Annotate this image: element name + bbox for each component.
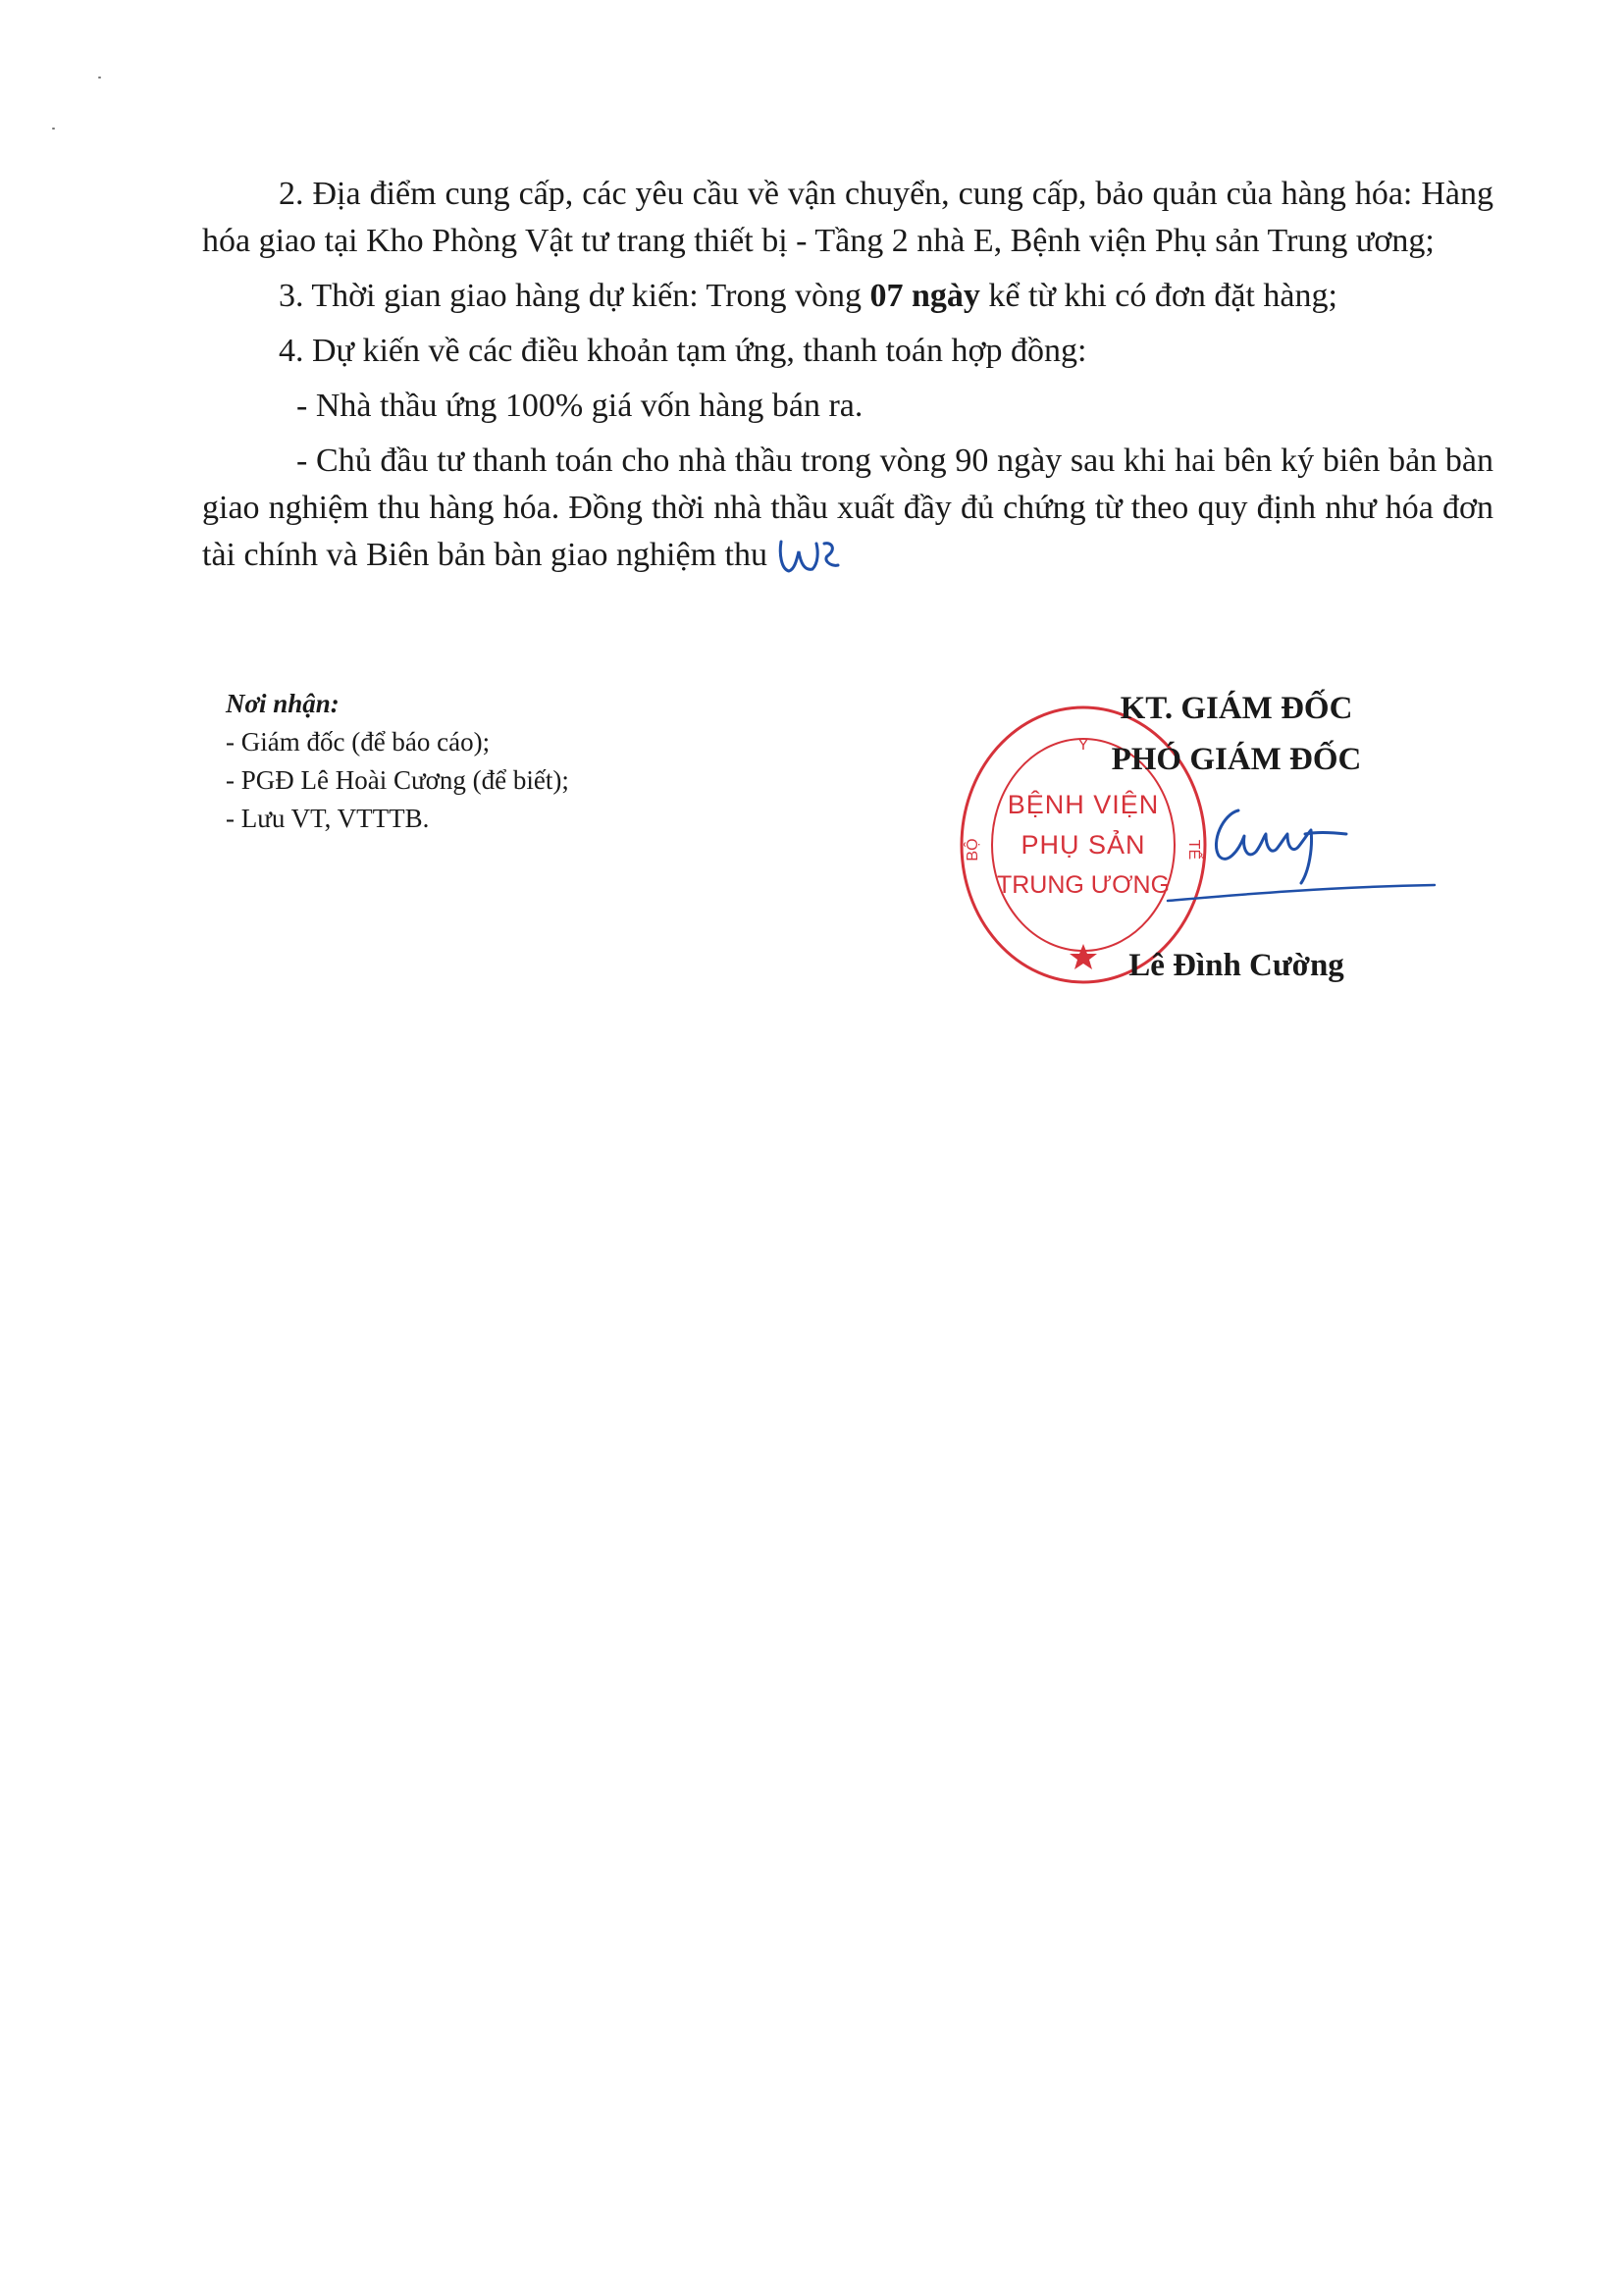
handwritten-signature xyxy=(1128,793,1442,930)
seal-left-text: BỘ xyxy=(965,838,981,861)
seal-top-text: Y xyxy=(1077,737,1089,754)
paragraph-advance: - Nhà thầu ứng 100% giá vốn hàng bán ra. xyxy=(296,388,864,424)
paragraph-delivery-time xyxy=(202,273,1493,320)
payment-text: - Chủ đầu tư thanh toán cho nhà thầu trong vòng 90 ngày sau khi hai bên ký biên bản bàn giao nghiệm thu hàng hóa. Đồng thời nhà thầu xuất đầy đủ chứng từ theo quy định như hóa đơn tài chính và Biên bản bàn giao nghiệm thu xyxy=(202,443,1493,573)
seal-line-1: BỆNH VIỆN xyxy=(1007,790,1160,819)
paragraph-payment xyxy=(202,438,1493,579)
document-body xyxy=(202,171,1493,587)
signature-title-2: PHÓ GIÁM ĐỐC xyxy=(1111,742,1362,777)
recipients-block xyxy=(226,685,569,838)
recipient-item: - Lưu VT, VTTTB. xyxy=(226,804,430,833)
signature-title-1: KT. GIÁM ĐỐC xyxy=(1120,691,1353,726)
recipient-item: - PGĐ Lê Hoài Cương (để biết); xyxy=(226,765,569,795)
signer-name: Lê Đình Cường xyxy=(1128,948,1344,983)
seal-line-2: PHỤ SẢN xyxy=(1021,830,1146,860)
initials-mark xyxy=(775,534,844,579)
recipient-item: - Giám đốc (để báo cáo); xyxy=(226,727,491,757)
paragraph-payment-terms: 4. Dự kiến về các điều khoản tạm ứng, thanh toán hợp đồng: xyxy=(279,333,1087,369)
paragraph-delivery-location: 2. Địa điểm cung cấp, các yêu cầu về vận chuyển, cung cấp, bảo quản của hàng hóa: Hàng hóa giao tại Kho Phòng Vật tư trang thiết bị - Tầng 2 nhà E, Bệnh viện Phụ sản Trung ương; xyxy=(202,176,1493,259)
scan-speck xyxy=(98,77,101,78)
scan-speck xyxy=(52,128,55,130)
seal-right-text: TẾ xyxy=(1185,839,1202,861)
delivery-time-days: 07 ngày xyxy=(869,278,980,314)
delivery-time-suffix: kể từ khi có đơn đặt hàng; xyxy=(979,278,1337,314)
seal-line-3: TRUNG ƯƠNG xyxy=(996,871,1171,899)
recipients-title: Nơi nhận: xyxy=(226,689,340,718)
delivery-time-prefix: 3. Thời gian giao hàng dự kiến: Trong vòng xyxy=(279,278,870,314)
